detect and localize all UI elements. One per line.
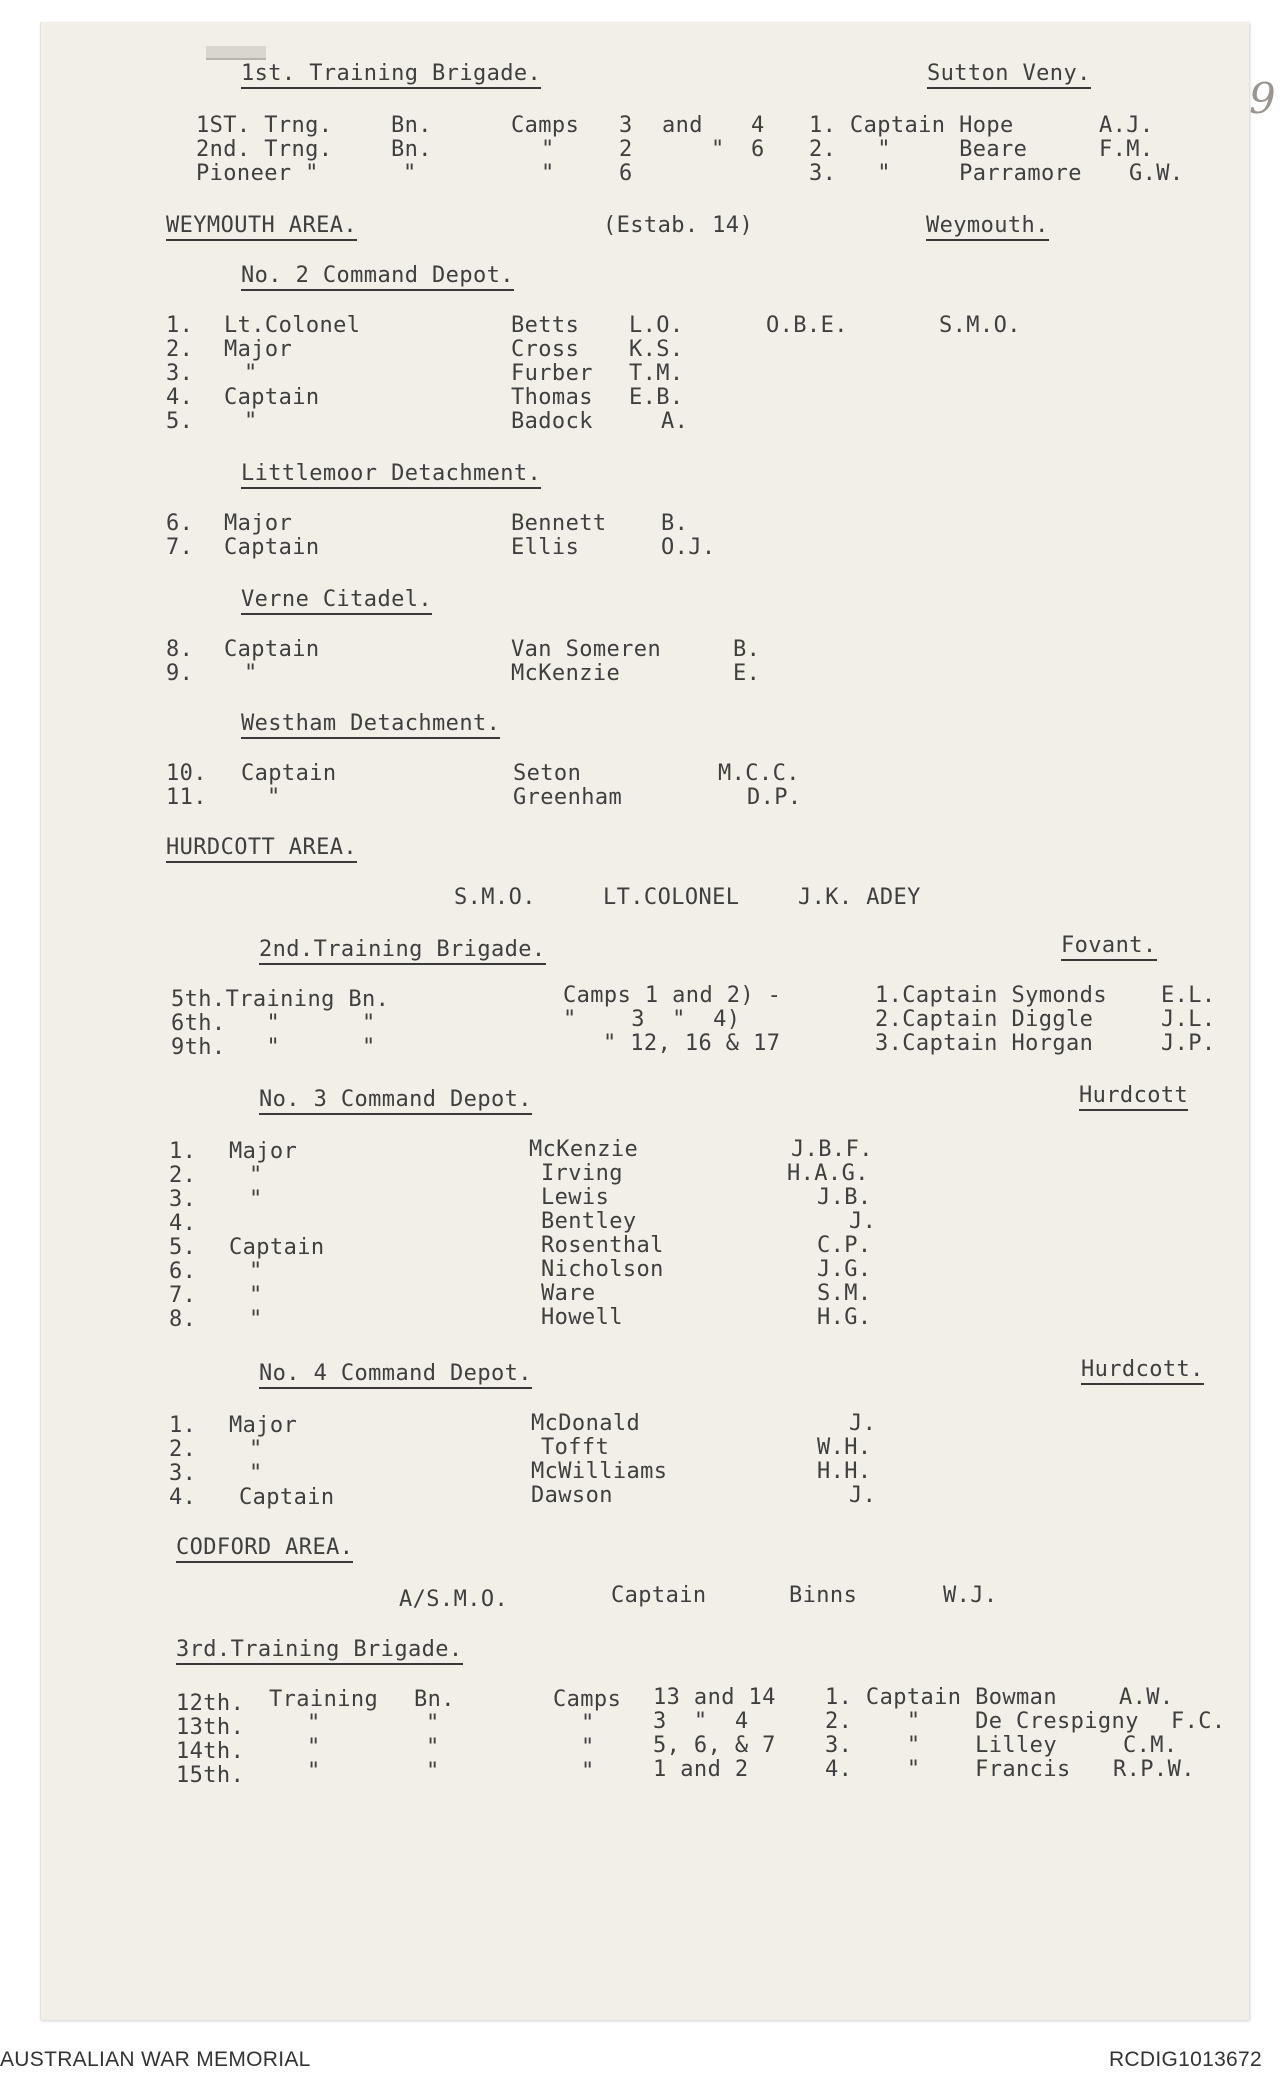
name-cell: Howell — [541, 1305, 623, 1330]
camps-cell: 3 " 4 — [653, 1709, 749, 1734]
rank-cell: " — [249, 1163, 263, 1188]
name-cell: J.K. ADEY — [798, 885, 921, 910]
row-number: 7. — [166, 535, 194, 560]
officer-cell: 2. " De Crespigny — [825, 1709, 1139, 1734]
section-heading: 3rd.Training Brigade. — [176, 1638, 463, 1665]
camps-cell: 13 and 14 — [653, 1685, 776, 1710]
honours-cell: O.B.E. — [766, 313, 848, 338]
unit-cell: 12th. — [176, 1691, 245, 1716]
initials-cell: R.P.W. — [1113, 1757, 1195, 1782]
rank-cell: Major — [224, 511, 293, 536]
row-number: 4. — [169, 1211, 197, 1236]
unit-cell: Pioneer " — [196, 161, 319, 186]
rank-cell: " — [249, 1187, 263, 1212]
unit-cell: Bn. — [391, 137, 432, 162]
name-cell: Thomas — [511, 385, 593, 410]
row-number: 5. — [166, 409, 194, 434]
camps-cell: 2 — [619, 137, 633, 162]
rank-cell: Major — [229, 1413, 298, 1438]
initials-cell: C.P. — [817, 1233, 872, 1258]
camps-cell: 3 — [619, 113, 633, 138]
name-cell: Ware — [541, 1281, 596, 1306]
camps-cell: Camps — [553, 1687, 622, 1712]
detachment-heading: Verne Citadel. — [241, 588, 432, 615]
unit-cell: " — [307, 1735, 321, 1760]
depot-heading: No. 3 Command Depot. — [259, 1088, 532, 1115]
officer-cell: 3.Captain Horgan — [875, 1031, 1094, 1056]
initials-cell: G.W. — [1129, 161, 1184, 186]
row-number: 10. — [166, 761, 207, 786]
name-cell: Cross — [511, 337, 580, 362]
initials-cell: H.G. — [817, 1305, 872, 1330]
initials-cell: O.J. — [661, 535, 716, 560]
rank-cell: Major — [229, 1139, 298, 1164]
unit-cell: 13th. — [176, 1715, 245, 1740]
rank-cell: " — [249, 1307, 263, 1332]
rank-cell: " — [249, 1259, 263, 1284]
camps-cell: 6 — [751, 137, 765, 162]
initials-cell: J.G. — [817, 1257, 872, 1282]
unit-cell: " — [307, 1711, 321, 1736]
camps-cell: " — [711, 137, 725, 162]
rank-cell: Major — [224, 337, 293, 362]
name-cell: Dawson — [531, 1483, 613, 1508]
row-number: 1. — [169, 1413, 197, 1438]
initials-cell: M.C.C. — [718, 761, 800, 786]
name-cell: Rosenthal — [541, 1233, 664, 1258]
initials-cell: A.W. — [1119, 1685, 1174, 1710]
row-number: 1. — [169, 1139, 197, 1164]
rank-cell: Captain — [224, 637, 320, 662]
initials-cell: J. — [849, 1411, 877, 1436]
unit-cell: " — [426, 1759, 440, 1784]
name-cell: Greenham — [513, 785, 623, 810]
unit-cell: 2nd. Trng. — [196, 137, 333, 162]
page-number: 9 — [1249, 74, 1276, 123]
rank-cell: Captain — [224, 385, 320, 410]
rank-cell: " — [249, 1437, 263, 1462]
row-number: 2. — [166, 337, 194, 362]
name-cell: Lewis — [541, 1185, 610, 1210]
rank-cell: " — [244, 409, 258, 434]
name-cell: McKenzie — [511, 661, 621, 686]
name-cell: Bentley — [541, 1209, 637, 1234]
rank-cell: " — [249, 1283, 263, 1308]
location-heading: Hurdcott. — [1081, 1358, 1204, 1385]
officer-cell: 2.Captain Diggle — [875, 1007, 1094, 1032]
row-number: 6. — [169, 1259, 197, 1284]
initials-cell: B. — [733, 637, 761, 662]
camps-cell: " — [581, 1759, 595, 1784]
initials-cell: T.M. — [629, 361, 684, 386]
depot-heading: No. 2 Command Depot. — [241, 264, 514, 291]
unit-cell: " — [426, 1735, 440, 1760]
row-number: 3. — [169, 1187, 197, 1212]
initials-cell: J.B.F. — [791, 1137, 873, 1162]
initials-cell: E. — [733, 661, 761, 686]
rank-cell: Lt.Colonel — [224, 313, 361, 338]
location-heading: Hurdcott — [1079, 1084, 1188, 1111]
camps-cell: 5, 6, & 7 — [653, 1733, 776, 1758]
initials-cell: W.H. — [817, 1435, 872, 1460]
row-number: 7. — [169, 1283, 197, 1308]
row-number: 8. — [166, 637, 194, 662]
row-number: 3. — [169, 1461, 197, 1486]
depot-heading: No. 4 Command Depot. — [259, 1362, 532, 1389]
row-number: 1. — [166, 313, 194, 338]
row-number: 5. — [169, 1235, 197, 1260]
area-heading: HURDCOTT AREA. — [166, 836, 357, 863]
area-heading: WEYMOUTH AREA. — [166, 214, 357, 241]
rank-cell: Captain — [229, 1235, 325, 1260]
camps-cell: and — [662, 113, 703, 138]
name-cell: Seton — [513, 761, 582, 786]
camps-cell: " 3 " 4) — [563, 1007, 741, 1032]
unit-cell: Bn. — [391, 113, 432, 138]
unit-cell: 5th.Training Bn. — [171, 987, 390, 1012]
initials-cell: J.P. — [1161, 1031, 1216, 1056]
camps-cell: 1 and 2 — [653, 1757, 749, 1782]
camps-cell: Camps 1 and 2) - — [563, 983, 782, 1008]
name-cell: Betts — [511, 313, 580, 338]
paper-tab — [206, 46, 266, 60]
name-cell: Irving — [541, 1161, 623, 1186]
initials-cell: J. — [849, 1209, 877, 1234]
initials-cell: H.A.G. — [787, 1161, 869, 1186]
initials-cell: W.J. — [943, 1583, 998, 1608]
row-number: 11. — [166, 785, 207, 810]
initials-cell: J. — [849, 1483, 877, 1508]
camps-cell: " — [541, 161, 555, 186]
unit-cell: " — [426, 1711, 440, 1736]
row-number: 9. — [166, 661, 194, 686]
initials-cell: D.P. — [747, 785, 802, 810]
unit-cell: Training — [269, 1687, 379, 1712]
unit-cell: 9th. " " — [171, 1035, 376, 1060]
unit-cell: " — [403, 161, 417, 186]
rank-cell: Captain — [239, 1485, 335, 1510]
officer-cell: 1. Captain Bowman — [825, 1685, 1057, 1710]
initials-cell: F.M. — [1099, 137, 1154, 162]
officer-cell: 1. Captain Hope — [809, 113, 1014, 138]
name-cell: McDonald — [531, 1411, 641, 1436]
row-number: 8. — [169, 1307, 197, 1332]
camps-cell: " — [541, 137, 555, 162]
initials-cell: J.B. — [817, 1185, 872, 1210]
rank-cell: " — [267, 785, 281, 810]
area-heading: CODFORD AREA. — [176, 1536, 353, 1563]
initials-cell: S.M. — [817, 1281, 872, 1306]
name-cell: Tofft — [541, 1435, 610, 1460]
rank-cell: " — [244, 361, 258, 386]
name-cell: McWilliams — [531, 1459, 668, 1484]
row-number: 4. — [166, 385, 194, 410]
footer-credit: AUSTRALIAN WAR MEMORIAL — [0, 2048, 311, 2071]
initials-cell: K.S. — [629, 337, 684, 362]
camps-cell: 6 — [619, 161, 633, 186]
rank-cell: " — [249, 1461, 263, 1486]
section-heading: 2nd.Training Brigade. — [259, 938, 546, 965]
initials-cell: A.J. — [1099, 113, 1154, 138]
name-cell: Badock — [511, 409, 593, 434]
name-cell: Bennett — [511, 511, 607, 536]
row-number: 2. — [169, 1163, 197, 1188]
initials-cell: H.H. — [817, 1459, 872, 1484]
officer-cell: 1.Captain Symonds — [875, 983, 1107, 1008]
rank-cell: LT.COLONEL — [603, 885, 740, 910]
role-cell: A/S.M.O. — [399, 1587, 509, 1612]
location-heading: Sutton Veny. — [927, 62, 1091, 89]
name-cell: Binns — [789, 1583, 858, 1608]
row-number: 6. — [166, 511, 194, 536]
officer-cell: 3. " Parramore — [809, 161, 1082, 186]
row-number: 2. — [169, 1437, 197, 1462]
unit-cell: 15th. — [176, 1763, 245, 1788]
initials-cell: B. — [661, 511, 689, 536]
initials-cell: A. — [661, 409, 689, 434]
unit-cell: 1ST. Trng. — [196, 113, 333, 138]
camps-cell: " — [581, 1735, 595, 1760]
unit-cell: Bn. — [414, 1687, 455, 1712]
role-cell: S.M.O. — [939, 313, 1021, 338]
detachment-heading: Westham Detachment. — [241, 712, 500, 739]
name-cell: Ellis — [511, 535, 580, 560]
initials-cell: E.B. — [629, 385, 684, 410]
unit-cell: 6th. " " — [171, 1011, 376, 1036]
location-heading: Fovant. — [1061, 934, 1157, 961]
camps-cell: " — [581, 1711, 595, 1736]
detachment-heading: Littlemoor Detachment. — [241, 462, 541, 489]
initials-cell: J.L. — [1161, 1007, 1216, 1032]
officer-cell: 2. " Beare — [809, 137, 1028, 162]
rank-cell: Captain — [224, 535, 320, 560]
unit-cell: 14th. — [176, 1739, 245, 1764]
rank-cell: " — [244, 661, 258, 686]
initials-cell: E.L. — [1161, 983, 1216, 1008]
initials-cell: L.O. — [629, 313, 684, 338]
officer-cell: 3. " Lilley — [825, 1733, 1057, 1758]
initials-cell: F.C. — [1171, 1709, 1226, 1734]
unit-cell: " — [307, 1759, 321, 1784]
rank-cell: Captain — [241, 761, 337, 786]
name-cell: Furber — [511, 361, 593, 386]
officer-cell: 4. " Francis — [825, 1757, 1071, 1782]
camps-cell: Camps — [511, 113, 580, 138]
role-cell: S.M.O. — [454, 885, 536, 910]
name-cell: Van Someren — [511, 637, 662, 662]
camps-cell: " 12, 16 & 17 — [603, 1031, 781, 1056]
document-page — [40, 22, 1276, 2020]
name-cell: McKenzie — [529, 1137, 639, 1162]
rank-cell: Captain — [611, 1583, 707, 1608]
camps-cell: 4 — [751, 113, 765, 138]
establishment-note: (Estab. 14) — [603, 213, 754, 238]
footer-record-id: RCDIG1013672 — [1108, 2048, 1262, 2071]
row-number: 3. — [166, 361, 194, 386]
section-heading: 1st. Training Brigade. — [241, 62, 541, 89]
row-number: 4. — [169, 1485, 197, 1510]
initials-cell: C.M. — [1123, 1733, 1178, 1758]
location-heading: Weymouth. — [926, 214, 1049, 241]
name-cell: Nicholson — [541, 1257, 664, 1282]
